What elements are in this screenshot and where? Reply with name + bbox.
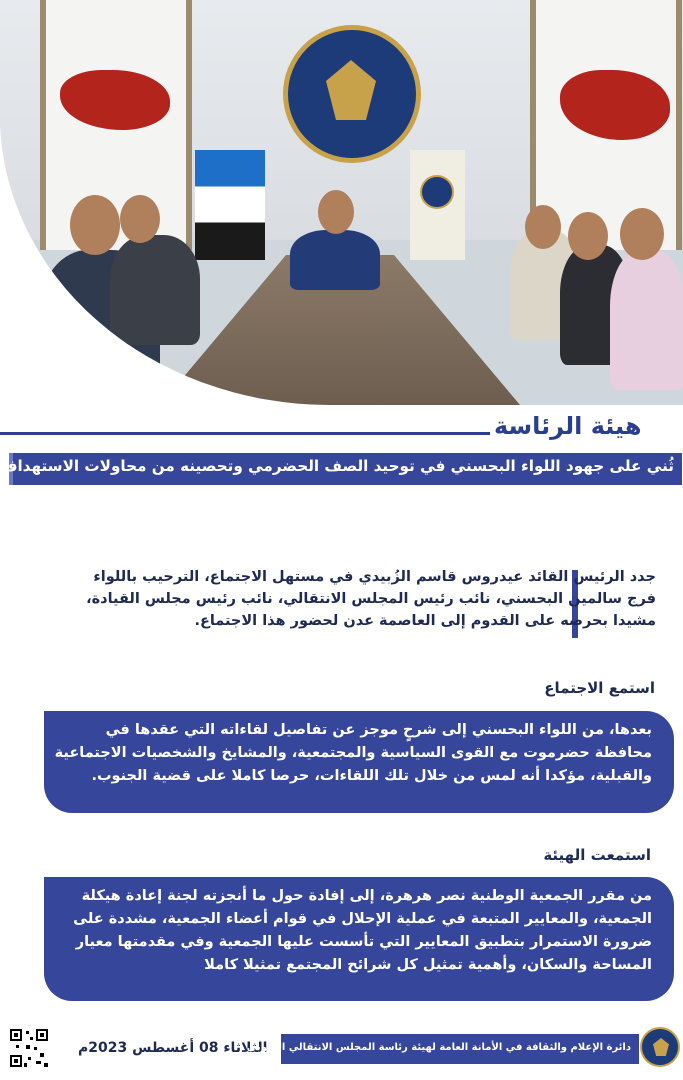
- title-underline: [0, 432, 490, 435]
- section-body-1: بعدها، من اللواء البحسني إلى شرحٍ موجز عن تفاصيل لقاءاته التي عقدها في محافظة حضرموت مع القوى السياسية والمجتمعية، والمشايخ والشخصيات الاجتماعية والقبلية، مؤكدا أنه لمس من خلال تلك اللقاءات، حرصا كاملا على قضية الجنوب.: [54, 722, 652, 784]
- flag-right: [410, 150, 465, 260]
- president: [290, 230, 380, 290]
- footer-department: دائرة الإعلام والثقافة في الأمانة العامة لهيئة رئاسة المجلس الانتقالي الجنوبي: [246, 1042, 631, 1053]
- headline-bar: [0, 453, 682, 485]
- section-box-2: [44, 877, 674, 1001]
- publish-date: الثلاثاء 08 أغسطس 2023م: [78, 1040, 268, 1056]
- qr-code-icon: [8, 1027, 50, 1069]
- intro-paragraph: جدد الرئيس القائد عيدروس قاسم الزُبيدي في مستهل الاجتماع، الترحيب باللواء فرج سالمين البحسني، نائب رئيس المجلس الانتقالي، نائب رئيس مجلس القيادة، مشيدا بحرصه على القدوم إلى العاصمة عدن لحضور هذا الاجتماع.: [86, 569, 656, 629]
- section-box-1: [44, 711, 674, 813]
- council-logo: [283, 25, 421, 163]
- headline: ثُني على جهود اللواء البحسني في توحيد الصف الحضرمي وتحصينه من محاولات الاستهداف: [0, 457, 674, 475]
- stc-emblem-icon: [640, 1027, 680, 1067]
- section-heading-2: استمعت الهيئة: [543, 846, 651, 864]
- section-title: هيئة الرئاسة: [494, 412, 642, 440]
- footer-bar: [246, 1034, 639, 1064]
- meeting-photo: [0, 0, 683, 405]
- section-heading-1: استمع الاجتماع: [544, 679, 655, 697]
- flag-left: [195, 150, 265, 260]
- section-body-2: من مقرر الجمعية الوطنية نصر هرهرة، إلى إفادة حول ما أنجزته لجنة إعادة هيكلة الجمعية، والمعايير المتبعة في عملية الإحلال في قوام أعضاء الجمعية، مشددة على ضرورة الاستمرار بتطبيق المعايير التي تأسست عليها الجمعية وفي مقدمتها معيار المساحة والسكان، وأهمية تمثيل كل شرائح المجتمع تمثيلا كاملا: [73, 888, 652, 973]
